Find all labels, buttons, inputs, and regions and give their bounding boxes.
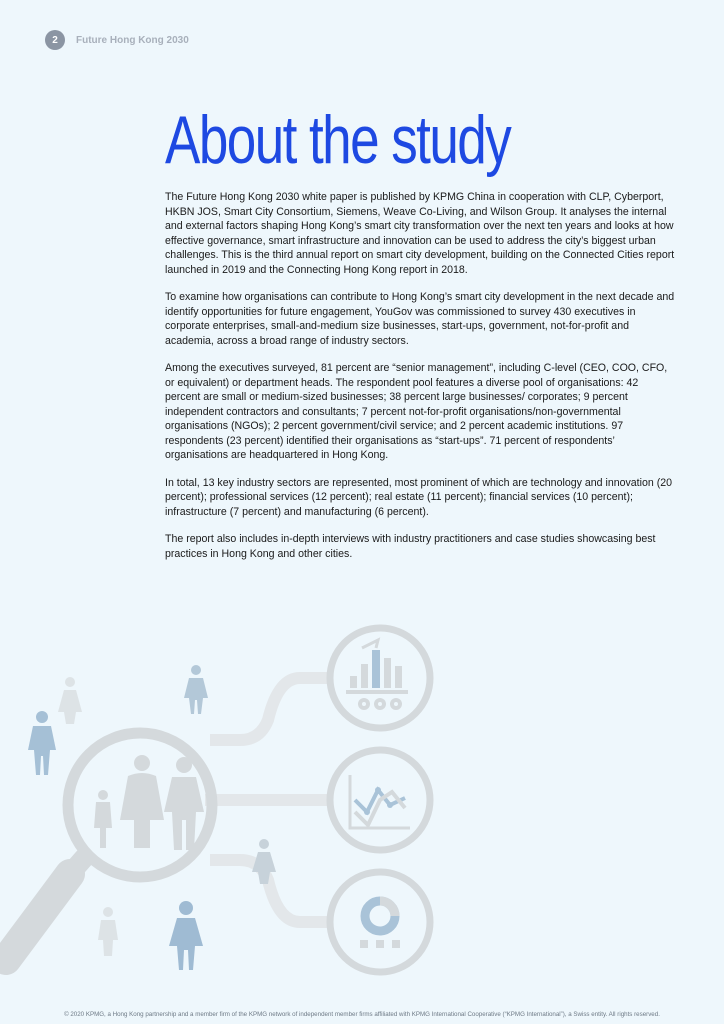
page-header <box>45 30 189 50</box>
copyright-footer: © 2020 KPMG, a Hong Kong partnership and a member firm of the KPMG network of independent member firms affiliated with KPMG International Cooperative (“KPMG International”), a Swiss entity. All rights reserved. <box>64 1011 660 1018</box>
paragraph-2: To examine how organisations can contribute to Hong Kong’s smart city development in the next decade and identify opportunities for future engagement, YouGov was commissioned to survey 430 executives in corporate enterprises, small-and-medium size businesses, start-ups, government, not-for-profit and academia, across a broad range of industry sectors. <box>165 291 675 347</box>
line-chart-icon <box>330 750 430 850</box>
family-icon <box>94 755 204 850</box>
header-title: Future Hong Kong 2030 <box>76 34 189 46</box>
survey-illustration <box>0 600 724 1000</box>
page-title: About the study <box>165 102 511 178</box>
connector-lines <box>205 678 330 922</box>
body-text <box>165 190 675 574</box>
paragraph-3: Among the executives surveyed, 81 percent are “senior management”, including C-level (CEO, COO, CFO, or equivalent) or department heads. The respondent pool features a diverse pool of organisations: 42 percent are small or medium-sized businesses; 38 percent large businesses/ corporates; 9 percent independent contractors and consultants; 7 percent not-for-profit organisations/non-governmental organisations (NGOs); 2 percent government/civil service; and 2 percent academic institutions. 97 respondents (23 percent) identified their organisations as “start-ups”. 71 percent of respondents’ organisations are headquartered in Hong Kong. <box>165 362 668 461</box>
bar-chart-icon <box>330 628 430 728</box>
paragraph-4: In total, 13 key industry sectors are represented, most prominent of which are technology and innovation (20 percent); professional services (12 percent); real estate (11 percent); financial services (10 percent); infrastructure (7 percent) and manufacturing (6 percent). <box>165 476 673 518</box>
paragraph-1: The Future Hong Kong 2030 white paper is published by KPMG China in cooperation with CLP, Cyberport, HKBN JOS, Smart City Consortium, Siemens, Weave Co-Living, and Wilson Group. It analyses the internal and external factors shaping Hong Kong’s smart city transformation over the next ten years and looks at how effective governance, smart infrastructure and innovation can be used to address the city’s biggest urban challenges. This is the third annual report on smart city development, building on the Connected Cities report launched in 2019 and the Connecting Hong Kong report in 2018. <box>165 191 675 276</box>
donut-chart-icon <box>330 872 430 972</box>
paragraph-5: The report also includes in-depth interviews with industry practitioners and case studies showcasing best practices in Hong Kong and other cities. <box>165 533 656 560</box>
page-number-badge: 2 <box>45 30 65 50</box>
